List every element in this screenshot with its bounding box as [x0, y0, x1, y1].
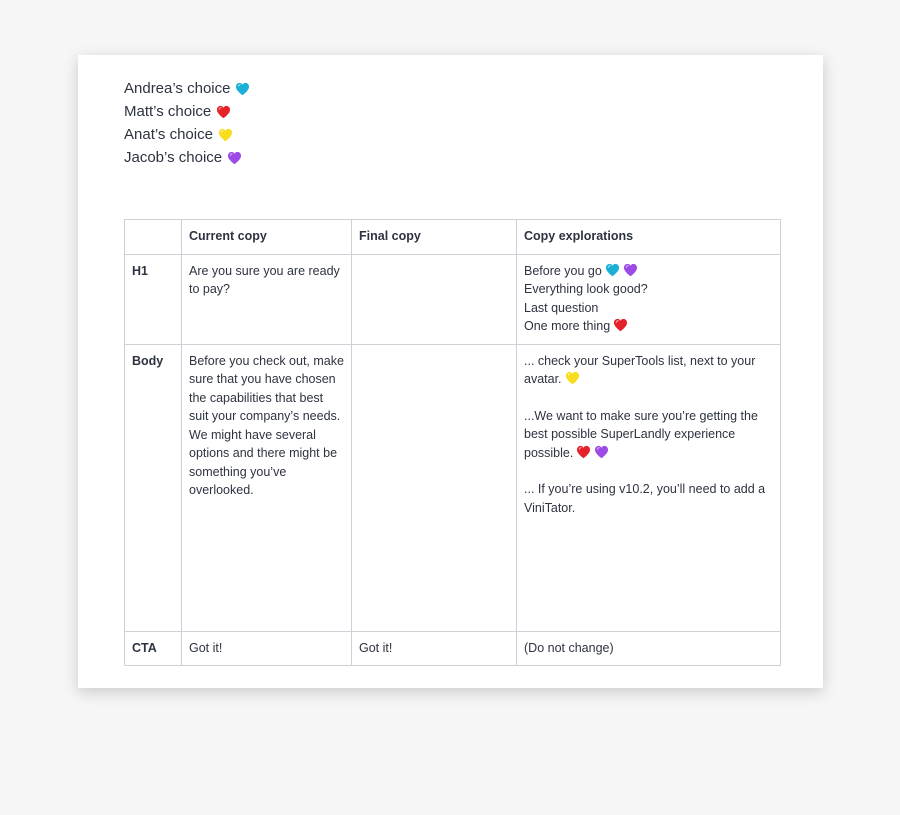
exploration-line: One more thing: [524, 317, 773, 336]
exploration-paragraph: ...We want to make sure you’re getting the best possible SuperLandly experience possible.: [524, 408, 758, 460]
row-label-cta: CTA: [125, 631, 182, 666]
legend-label: Anat’s choice: [124, 126, 213, 143]
cta-explorations: (Do not change): [517, 631, 781, 666]
cta-final-copy: Got it!: [352, 631, 517, 666]
red-heart-icon: [613, 318, 628, 332]
exploration-line: Last question: [524, 300, 599, 315]
purple-heart-icon: [594, 445, 609, 459]
row-label-body: Body: [125, 344, 182, 631]
legend-item-anat: [124, 123, 250, 146]
table-row-h1: [125, 254, 781, 344]
legend-label: Andrea’s choice: [124, 80, 231, 97]
red-heart-icon: [576, 445, 591, 459]
h1-final-copy: [352, 254, 517, 344]
table-header-row: [125, 220, 781, 255]
cta-current-copy: Got it!: [182, 631, 352, 666]
body-explorations: [517, 344, 781, 631]
purple-heart-icon: [227, 151, 242, 165]
h1-explorations: [517, 254, 781, 344]
body-final-copy: [352, 344, 517, 631]
blue-heart-icon: [605, 263, 620, 277]
exploration-line: Everything look good?: [524, 282, 648, 296]
exploration-paragraph: ... If you’re using v10.2, you’ll need to add a ViniTator.: [524, 482, 766, 515]
yellow-heart-icon: [565, 371, 580, 385]
choice-legend: [124, 77, 250, 169]
body-current-copy: Before you check out, make sure that you have chosen the capabilities that best suit your company’s needs. We might have several options and there might be something you’ve overlooked.: [182, 344, 352, 631]
purple-heart-icon: [623, 263, 638, 277]
header-copy-explorations: Copy explorations: [517, 220, 781, 255]
exploration-line: Before you go: [524, 262, 773, 281]
legend-label: Jacob’s choice: [124, 149, 223, 166]
table-row-cta: [125, 631, 781, 666]
exploration-paragraph: ... check your SuperTools list, next to your avatar.: [524, 353, 756, 386]
copy-table: [124, 219, 781, 666]
legend-item-jacob: [124, 146, 250, 169]
blue-heart-icon: [235, 82, 250, 96]
yellow-heart-icon: [218, 128, 233, 142]
red-heart-icon: [216, 105, 231, 119]
h1-current-copy: Are you sure you are ready to pay?: [182, 254, 352, 344]
document-page: [78, 55, 823, 688]
row-label-h1: H1: [125, 254, 182, 344]
legend-item-matt: [124, 100, 250, 123]
table-row-body: [125, 344, 781, 631]
legend-item-andrea: [124, 77, 250, 100]
header-empty: [125, 220, 182, 255]
legend-label: Matt’s choice: [124, 103, 212, 120]
header-current-copy: Current copy: [182, 220, 352, 255]
header-final-copy: Final copy: [352, 220, 517, 255]
